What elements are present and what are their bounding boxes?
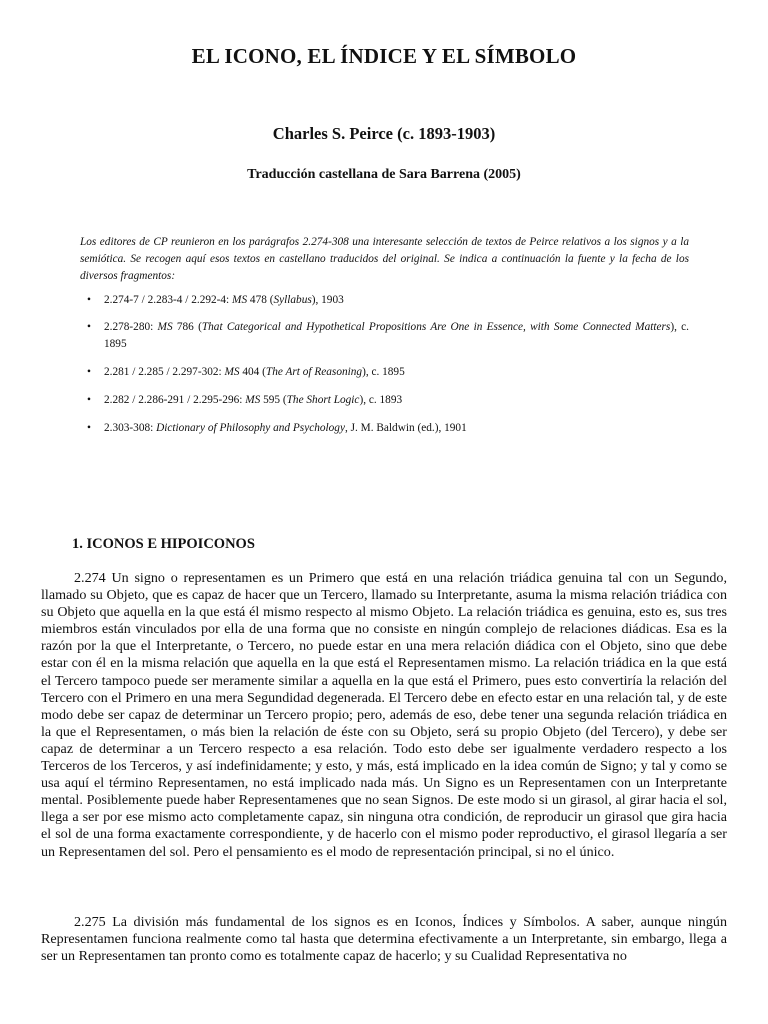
source-text: ), c. 1895 — [104, 321, 690, 350]
source-refs: 2.282 / 2.286-291 / 2.295-296: — [104, 394, 246, 406]
source-ms: MS — [157, 321, 173, 333]
editor-intro: Los editores de CP reunieron en los parágrafos 2.274-308 una interesante selección de textos de Peirce relativos a los signos y a la semiótica. Se recogen aquí esos textos en castellano traducidos del original. Se indica a continuación la fuente y la fecha de los diversos fragmentos: — [80, 236, 689, 282]
source-refs: 2.278-280: — [104, 321, 158, 333]
source-ms: MS — [245, 394, 261, 406]
list-item — [80, 319, 689, 353]
source-text: ), 1903 — [311, 294, 344, 306]
document-title: EL ICONO, EL ÍNDICE Y EL SÍMBOLO — [191, 44, 577, 68]
list-item — [80, 420, 689, 437]
author-line: Charles S. Peirce (c. 1893-1903) — [272, 124, 496, 143]
section-heading: 1. ICONOS E HIPOICONOS — [72, 536, 255, 552]
source-work: Dictionary of Philosophy and Psychology — [156, 422, 345, 434]
bullet-icon: • — [87, 366, 91, 378]
source-refs: 2.281 / 2.285 / 2.297-302: — [104, 366, 225, 378]
source-ms: MS — [232, 294, 248, 306]
list-item — [80, 292, 689, 309]
source-work: That Categorical and Hypothetical Propositions Are One in Essence, with Some Connected Matters — [201, 321, 671, 333]
bullet-icon: • — [87, 394, 91, 406]
translation-line: Traducción castellana de Sara Barrena (2005) — [247, 167, 521, 182]
bullet-icon: • — [87, 422, 91, 434]
bullet-icon: • — [87, 321, 91, 333]
source-list — [80, 292, 689, 437]
bullet-icon: • — [87, 294, 91, 306]
source-work: The Short Logic — [286, 394, 360, 406]
source-text: 595 ( — [260, 394, 287, 406]
list-item — [80, 364, 689, 381]
source-text: ), c. 1895 — [362, 366, 405, 378]
source-text: ), c. 1893 — [359, 394, 403, 406]
source-refs: 2.303-308: — [104, 422, 157, 434]
source-ms: MS — [224, 366, 240, 378]
paragraph-2-274: 2.274 Un signo o representamen es un Primero que está en una relación triádica genuina tal con un Segundo, llamado su Objeto, que es capaz de hacer que un Tercero, llamado su Interpretante, asuma la misma relación triádica con su Objeto que aquella en la que está él mismo respecto al mismo Objeto. La relación triádica es genuina, esto es, sus tres miembros están vinculados por ella de una forma que no consiste en ningún complejo de relaciones diádicas. Esa es la razón por la que el Interpretante, o Tercero, no puede estar en una mera relación diádica con el Objeto, sino que debe estar con él en la misma relación que aquella en la que está el Representamen mismo. La relación triádica en la que está el Tercero tampoco puede ser meramente similar a aquella en la que está el Primero, pues esto convertiría la relación del Tercero con el Primero en una mera Segundidad degenerada. El Tercero debe en efecto estar en una relación tal, y de este modo debe ser capaz de determinar un Tercero propio; pero, además de eso, debe tener una segunda relación triádica en la que el Representamen, o más bien la relación de éste con su Objeto, será su propio Objeto (del Tercero), y debe ser capaz de determinar a un Tercero respecto a esa relación. Todo esto debe ser igualmente verdadero respecto a los Terceros de los Terceros, y así indefinidamente; y esto, y más, está implicado en la idea común de Signo; y tal y como se usa aquí el término Representamen, no está implicado nada más. Un Signo es un Representamen con un Interpretante mental. Posiblemente puede haber Representamenes que no sean Signos. De este modo si un girasol, al girar hacia el sol, llega a ser por ese mismo acto completamente capaz, sin ninguna otra condición, de reproducir un girasol que gira hacia el sol de una forma exactamente correspondiente, y de hacerlo con el mismo poder reproductivo, el girasol llegaría a ser un Representamen del sol. Pero el pensamiento es el modo de representación principal, si no el único. — [41, 570, 727, 860]
source-refs: 2.274-7 / 2.283-4 / 2.292-4: — [104, 294, 233, 306]
paragraph-2-275: 2.275 La división más fundamental de los signos es en Iconos, Índices y Símbolos. A saber, aunque ningún Representamen funciona realmente como tal hasta que determina efectivamente a un Interpretante, sin embargo, llega a ser un Representamen tan pronto como es totalmente capaz de hacerlo; y su Cualidad Representativa no — [41, 914, 727, 965]
source-work: Syllabus — [273, 294, 312, 306]
source-work: The Art of Reasoning — [265, 366, 363, 378]
source-text: , J. M. Baldwin (ed.), 1901 — [344, 422, 467, 434]
source-text: 404 ( — [239, 366, 266, 378]
source-text: 478 ( — [247, 294, 274, 306]
list-item — [80, 392, 689, 409]
source-text: 786 ( — [172, 321, 202, 333]
